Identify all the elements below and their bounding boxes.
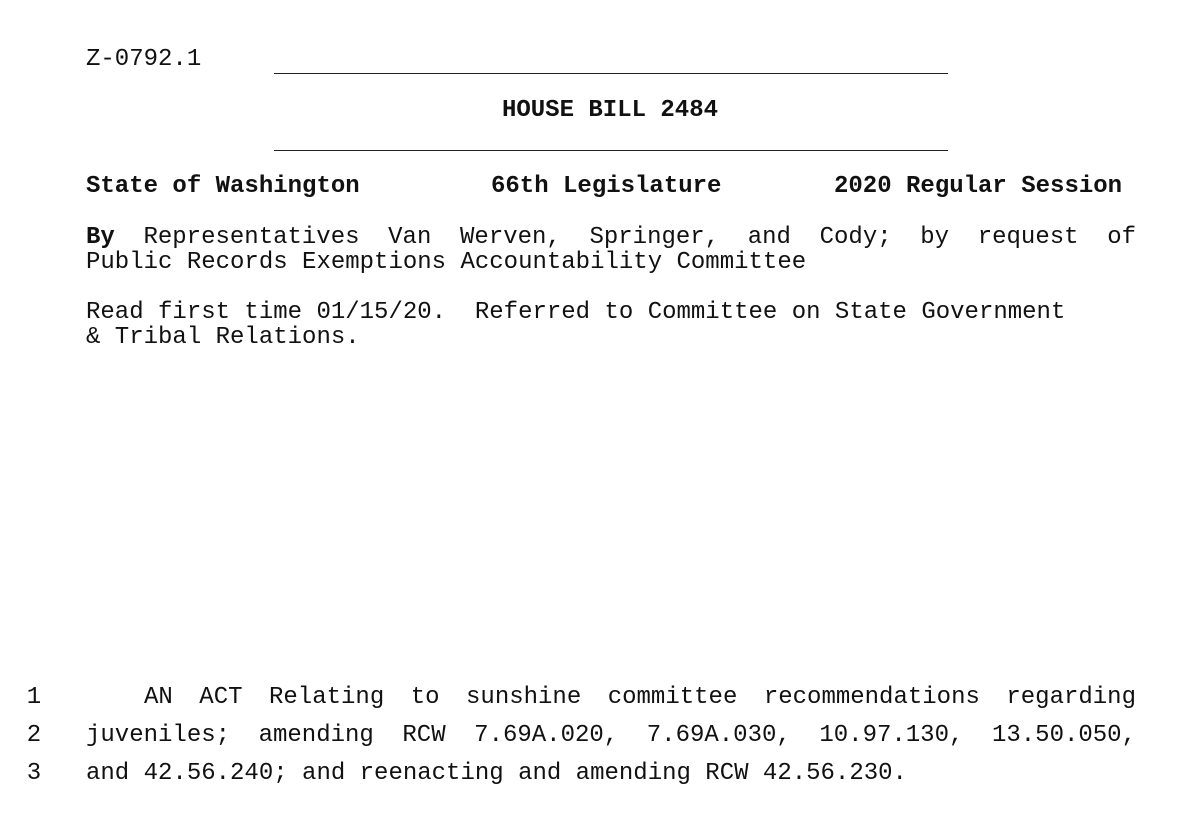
bill-title: HOUSE BILL 2484 — [501, 97, 719, 124]
title-top-rule — [274, 73, 948, 74]
sponsors-line-2: Public Records Exemptions Accountability Committee — [86, 249, 807, 276]
sponsors-line-1 — [86, 226, 1136, 250]
reading-line-2: & Tribal Relations. — [86, 324, 360, 351]
line-number: 2 — [26, 722, 42, 749]
reading-line-1: Read first time 01/15/20. Referred to Committee on State Government — [86, 299, 1066, 326]
line-number: 3 — [26, 760, 42, 787]
body-line: and 42.56.240; and reenacting and amending RCW 42.56.230. — [86, 760, 907, 787]
title-bottom-rule — [274, 150, 948, 151]
line-number: 1 — [26, 684, 42, 711]
body-line: AN ACT Relating to sunshine committee recommendations regarding — [144, 684, 1136, 711]
document-code: Z-0792.1 — [86, 46, 202, 73]
session-name: 2020 Regular Session — [834, 173, 1123, 200]
sponsors-text: Representatives Van Werven, Springer, and Cody; by request of — [143, 224, 1136, 251]
body-line: juveniles; amending RCW 7.69A.020, 7.69A.030, 10.97.130, 13.50.050, — [86, 722, 1136, 749]
by-label: By — [86, 224, 115, 251]
state-name: State of Washington — [86, 173, 360, 200]
legislature-number: 66th Legislature — [491, 173, 722, 200]
